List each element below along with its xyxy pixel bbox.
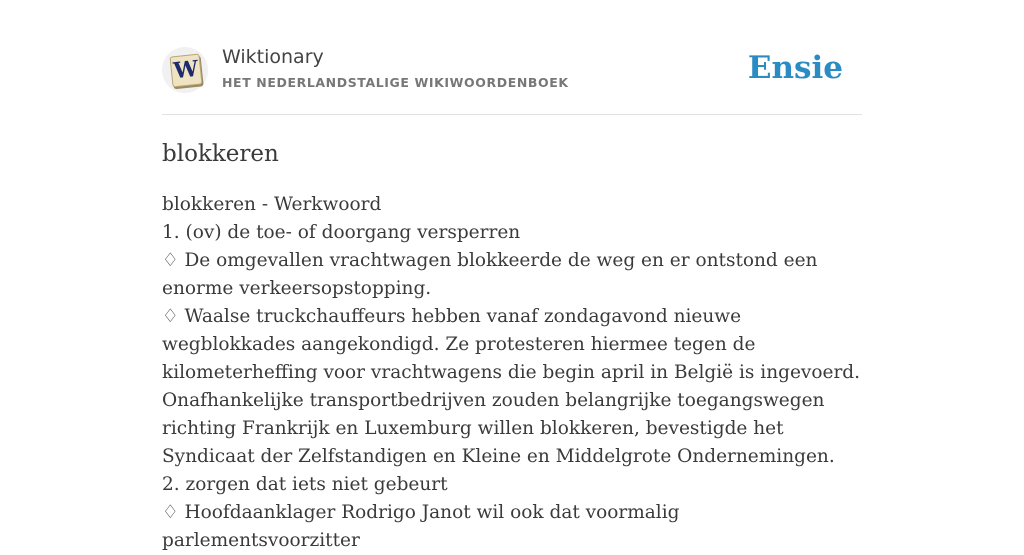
definition-2: 2. zorgen dat iets niet gebeurt <box>162 474 448 495</box>
entry-headline: blokkeren - Werkwoord <box>162 194 382 215</box>
wiktionary-logo-icon[interactable] <box>162 47 208 93</box>
definition-entry <box>162 191 862 555</box>
site-header <box>162 0 862 115</box>
site-subtitle: HET NEDERLANDSTALIGE WIKIWOORDENBOEK <box>222 75 569 90</box>
site-name[interactable]: Wiktionary <box>222 46 324 68</box>
page-title: blokkeren <box>162 141 279 167</box>
definition-1: 1. (ov) de toe- of doorgang versperren <box>162 222 521 243</box>
example-3: ♢ Hoofdaanklager Rodrigo Janot wil ook dat voormalig parlementsvoorzitter <box>162 502 680 551</box>
page-container <box>162 0 862 555</box>
example-2: ♢ Waalse truckchauffeurs hebben vanaf zondagavond nieuwe wegblokkades aangekondigd. Ze protesteren hiermee tegen de kilometerheffing voor vrachtwagens die begin april in België is ingevoerd. Onafhankelijke transportbedrijven zouden belangrijke toegangswegen richting Frankrijk en Luxemburg willen blokkeren, bevestigde het Syndicaat der Zelfstandigen en Kleine en Middelgrote Ondernemingen. <box>162 306 861 467</box>
example-1: ♢ De omgevallen vrachtwagen blokkeerde de weg en er ontstond een enorme verkeersopstopping. <box>162 250 818 299</box>
ensie-brand-link[interactable]: Ensie <box>747 50 843 86</box>
logo-tile: W <box>169 54 202 88</box>
